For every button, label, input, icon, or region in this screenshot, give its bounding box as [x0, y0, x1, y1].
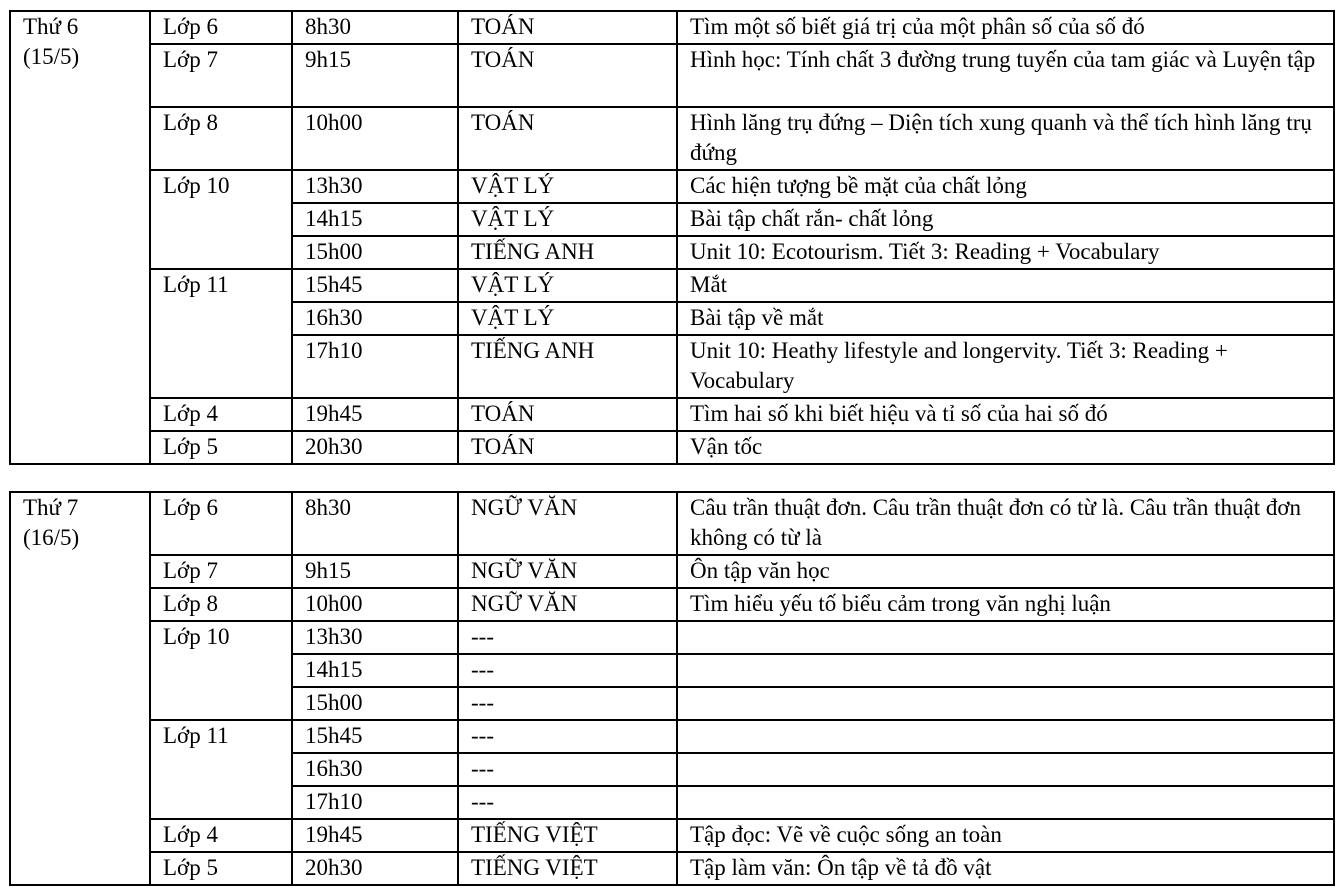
subject-cell: ---: [458, 786, 677, 819]
subject-cell: TOÁN: [458, 431, 677, 464]
class-cell: Lớp 10: [150, 621, 292, 720]
subject-cell: ---: [458, 621, 677, 654]
day-label: Thứ 7: [23, 495, 79, 520]
time-cell: 9h15: [292, 555, 458, 588]
day-cell: [10, 492, 150, 885]
lesson-cell: Ôn tập văn học: [677, 555, 1334, 588]
lesson-cell: Unit 10: Heathy lifestyle and longervity. Tiết 3: Reading + Vocabulary: [677, 335, 1334, 398]
lesson-cell: [677, 753, 1334, 786]
time-cell: 13h30: [292, 621, 458, 654]
subject-cell: NGỮ VĂN: [458, 492, 677, 555]
lesson-cell: Tập đọc: Vẽ về cuộc sống an toàn: [677, 819, 1334, 852]
lesson-cell: [677, 654, 1334, 687]
time-cell: 17h10: [292, 786, 458, 819]
lesson-cell: [677, 687, 1334, 720]
class-cell: Lớp 7: [150, 555, 292, 588]
time-cell: 9h15: [292, 44, 458, 107]
time-cell: 10h00: [292, 107, 458, 170]
lesson-cell: Unit 10: Ecotourism. Tiết 3: Reading + Vocabulary: [677, 236, 1334, 269]
subject-cell: VẬT LÝ: [458, 203, 677, 236]
lesson-cell: [677, 786, 1334, 819]
class-cell: Lớp 5: [150, 431, 292, 464]
day-cell: [10, 11, 150, 464]
subject-cell: TOÁN: [458, 398, 677, 431]
lesson-cell: [677, 621, 1334, 654]
time-cell: 17h10: [292, 335, 458, 398]
time-cell: 14h15: [292, 654, 458, 687]
time-cell: 19h45: [292, 398, 458, 431]
class-cell: Lớp 5: [150, 852, 292, 885]
lesson-cell: [677, 720, 1334, 753]
subject-cell: VẬT LÝ: [458, 170, 677, 203]
class-cell: Lớp 11: [150, 269, 292, 398]
subject-cell: ---: [458, 687, 677, 720]
lesson-cell: Tập làm văn: Ôn tập về tả đồ vật: [677, 852, 1334, 885]
time-cell: 10h00: [292, 588, 458, 621]
class-cell: Lớp 7: [150, 44, 292, 107]
time-cell: 16h30: [292, 302, 458, 335]
subject-cell: NGỮ VĂN: [458, 588, 677, 621]
time-cell: 13h30: [292, 170, 458, 203]
lesson-cell: Bài tập về mắt: [677, 302, 1334, 335]
time-cell: 14h15: [292, 203, 458, 236]
lesson-cell: Hình lăng trụ đứng – Diện tích xung quanh và thể tích hình lăng trụ đứng: [677, 107, 1334, 170]
lesson-cell: Các hiện tượng bề mặt của chất lỏng: [677, 170, 1334, 203]
lesson-cell: Mắt: [677, 269, 1334, 302]
time-cell: 20h30: [292, 431, 458, 464]
class-cell: Lớp 4: [150, 819, 292, 852]
subject-cell: TIẾNG ANH: [458, 335, 677, 398]
time-cell: 16h30: [292, 753, 458, 786]
lesson-cell: Tìm hiểu yếu tố biểu cảm trong văn nghị luận: [677, 588, 1334, 621]
class-cell: Lớp 6: [150, 11, 292, 44]
subject-cell: TIẾNG VIỆT: [458, 852, 677, 885]
subject-cell: ---: [458, 720, 677, 753]
day-label: Thứ 6: [23, 14, 79, 39]
class-cell: Lớp 10: [150, 170, 292, 269]
subject-cell: VẬT LÝ: [458, 302, 677, 335]
class-cell: Lớp 11: [150, 720, 292, 819]
day-date: (16/5): [23, 525, 80, 550]
time-cell: 8h30: [292, 492, 458, 555]
time-cell: 20h30: [292, 852, 458, 885]
lesson-cell: Hình học: Tính chất 3 đường trung tuyến của tam giác và Luyện tập: [677, 44, 1334, 107]
time-cell: 15h00: [292, 236, 458, 269]
subject-cell: ---: [458, 654, 677, 687]
subject-cell: TIẾNG ANH: [458, 236, 677, 269]
schedule-table-friday: [9, 10, 1335, 465]
class-cell: Lớp 8: [150, 107, 292, 170]
lesson-cell: Bài tập chất rắn- chất lỏng: [677, 203, 1334, 236]
time-cell: 15h45: [292, 720, 458, 753]
lesson-cell: Tìm một số biết giá trị của một phân số của số đó: [677, 11, 1334, 44]
time-cell: 15h45: [292, 269, 458, 302]
lesson-cell: Tìm hai số khi biết hiệu và tỉ số của hai số đó: [677, 398, 1334, 431]
subject-cell: TIẾNG VIỆT: [458, 819, 677, 852]
subject-cell: NGỮ VĂN: [458, 555, 677, 588]
time-cell: 8h30: [292, 11, 458, 44]
subject-cell: TOÁN: [458, 44, 677, 107]
class-cell: Lớp 6: [150, 492, 292, 555]
day-date: (15/5): [23, 44, 80, 69]
lesson-cell: Câu trần thuật đơn. Câu trần thuật đơn có từ là. Câu trần thuật đơn không có từ là: [677, 492, 1334, 555]
subject-cell: VẬT LÝ: [458, 269, 677, 302]
class-cell: Lớp 8: [150, 588, 292, 621]
schedule-table-saturday: [9, 491, 1335, 886]
subject-cell: TOÁN: [458, 107, 677, 170]
subject-cell: ---: [458, 753, 677, 786]
time-cell: 19h45: [292, 819, 458, 852]
class-cell: Lớp 4: [150, 398, 292, 431]
subject-cell: TOÁN: [458, 11, 677, 44]
time-cell: 15h00: [292, 687, 458, 720]
lesson-cell: Vận tốc: [677, 431, 1334, 464]
